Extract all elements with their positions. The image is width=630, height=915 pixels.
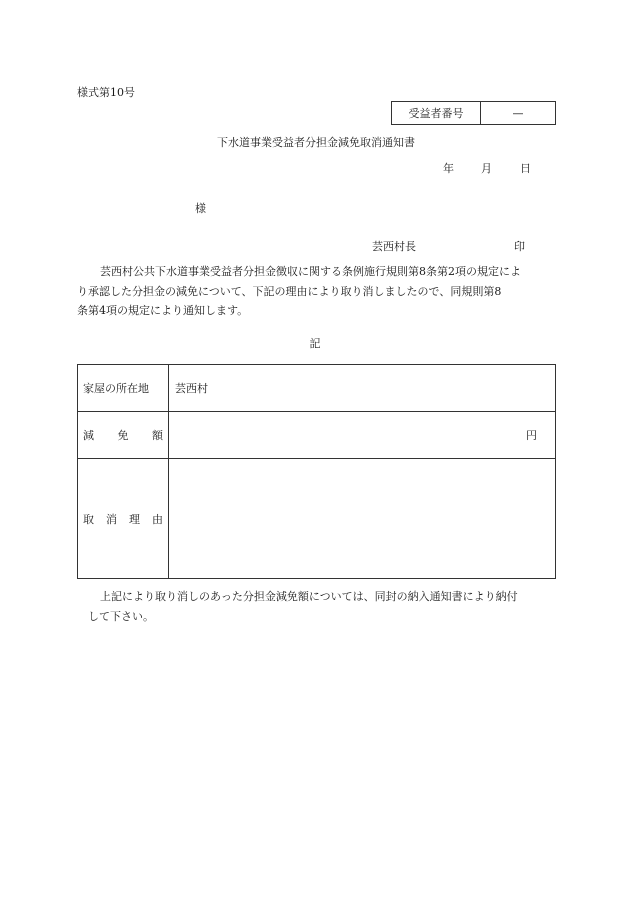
notice-body-line: り承認した分担金の減免について、下記の理由により取り消しましたので、同規則第8 [77, 284, 502, 298]
seal-mark: 印 [514, 240, 525, 253]
form-number: 様式第10号 [77, 86, 135, 99]
reason-label-char: 取 [83, 512, 94, 526]
reason-value-field[interactable] [169, 459, 556, 579]
date-line [443, 160, 531, 176]
reduction-label-char: 免 [117, 429, 129, 442]
document-title: 下水道事業受益者分担金減免取消通知書 [217, 136, 415, 149]
date-month: 月 [481, 162, 492, 175]
reason-label-char: 理 [129, 512, 140, 526]
location-label: 家屋の所在地 [78, 365, 169, 412]
reduction-label-char: 額 [152, 429, 163, 442]
reduction-label-char: 減 [83, 429, 94, 442]
issuer-name: 芸西村長 [372, 240, 416, 253]
closing-line: 上記により取り消しのあった分担金減免額については、同封の納入通知書により納付 [100, 590, 518, 603]
table-row-reason [78, 459, 556, 579]
table-row-reduction [78, 412, 556, 459]
location-value[interactable]: 芸西村 [169, 365, 556, 412]
notice-body-line: 芸西村公共下水道事業受益者分担金徴収に関する条例施行規則第8条第2項の規定によ [100, 265, 521, 278]
date-day: 日 [520, 162, 531, 175]
notice-body [77, 262, 555, 321]
recipient-number-label: 受益者番号 [392, 102, 481, 124]
recipient-number-box [391, 101, 556, 125]
detail-table [77, 364, 556, 579]
ki-heading: 記 [309, 337, 321, 350]
closing-line: して下さい。 [88, 609, 154, 623]
addressee-suffix: 様 [195, 202, 206, 215]
reason-label-char: 由 [152, 512, 163, 526]
closing-text [77, 587, 557, 626]
date-year: 年 [443, 162, 454, 175]
yen-unit: 円 [526, 429, 537, 442]
reason-label-char: 消 [106, 512, 117, 526]
notice-body-line: 条第4項の規定により通知します。 [77, 304, 249, 317]
table-row-location [78, 365, 556, 412]
reduction-amount-field[interactable] [169, 412, 556, 459]
reduction-label [78, 412, 169, 459]
reason-label [78, 459, 169, 579]
recipient-number-value[interactable]: — [512, 106, 524, 120]
